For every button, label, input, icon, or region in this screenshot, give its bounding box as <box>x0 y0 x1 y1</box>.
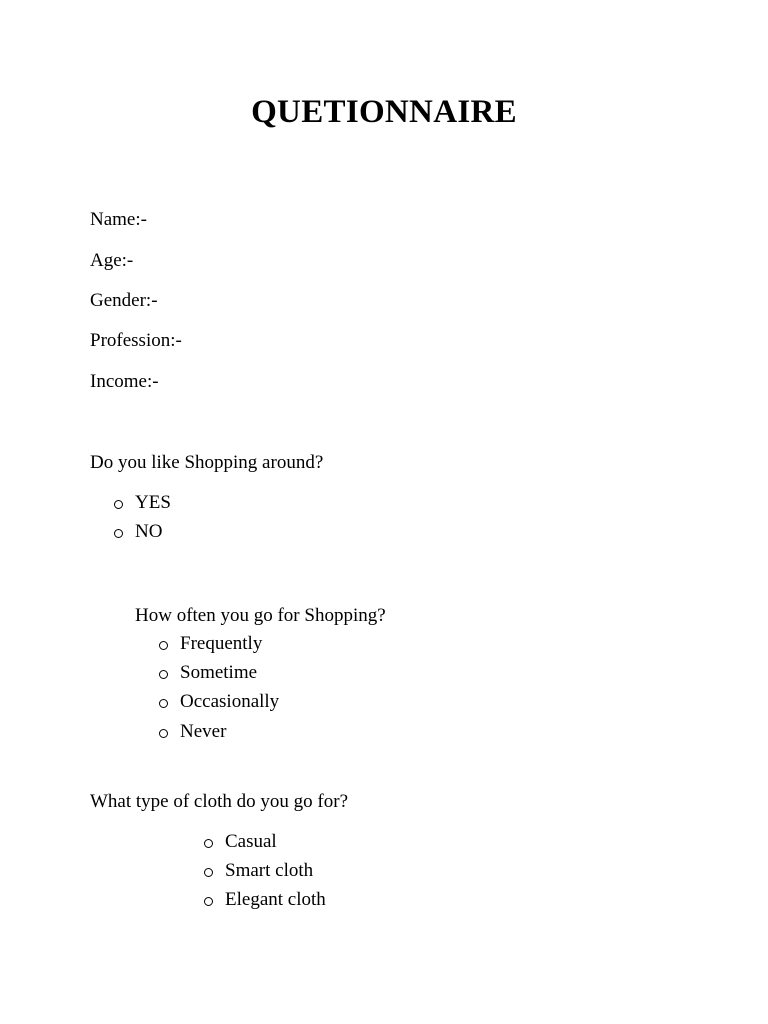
question-3-option <box>204 830 277 854</box>
option-label: Elegant cloth <box>225 889 326 910</box>
question-1-option <box>114 520 162 544</box>
circle-bullet-icon <box>159 670 168 679</box>
circle-bullet-icon <box>114 529 123 538</box>
field-income-label: Income:- <box>90 371 159 392</box>
question-1-text: Do you like Shopping around? <box>90 452 324 473</box>
question-2-option <box>159 720 226 744</box>
option-label: Smart cloth <box>225 860 314 881</box>
field-age-label: Age:- <box>90 250 134 271</box>
option-label: Never <box>180 721 227 742</box>
question-2-option <box>159 632 262 656</box>
circle-bullet-icon <box>114 500 123 509</box>
question-1-option <box>114 491 171 515</box>
option-label: Casual <box>225 831 277 852</box>
circle-bullet-icon <box>159 699 168 708</box>
question-2-option <box>159 661 257 685</box>
question-2-option <box>159 690 279 714</box>
circle-bullet-icon <box>159 641 168 650</box>
circle-bullet-icon <box>204 897 213 906</box>
option-label: Frequently <box>180 633 263 654</box>
option-label: Sometime <box>180 662 258 683</box>
question-3-option <box>204 859 313 883</box>
field-gender-label: Gender:- <box>90 290 158 311</box>
question-3-option <box>204 888 326 912</box>
field-name-label: Name:- <box>90 209 147 230</box>
option-label: NO <box>135 521 163 542</box>
page-title: QUETIONNAIRE <box>251 94 517 130</box>
option-label: YES <box>135 492 171 513</box>
field-profession-label: Profession:- <box>90 330 182 351</box>
circle-bullet-icon <box>159 729 168 738</box>
question-3-text: What type of cloth do you go for? <box>90 791 349 812</box>
circle-bullet-icon <box>204 839 213 848</box>
circle-bullet-icon <box>204 868 213 877</box>
option-label: Occasionally <box>180 691 280 712</box>
question-2-text: How often you go for Shopping? <box>135 605 386 626</box>
